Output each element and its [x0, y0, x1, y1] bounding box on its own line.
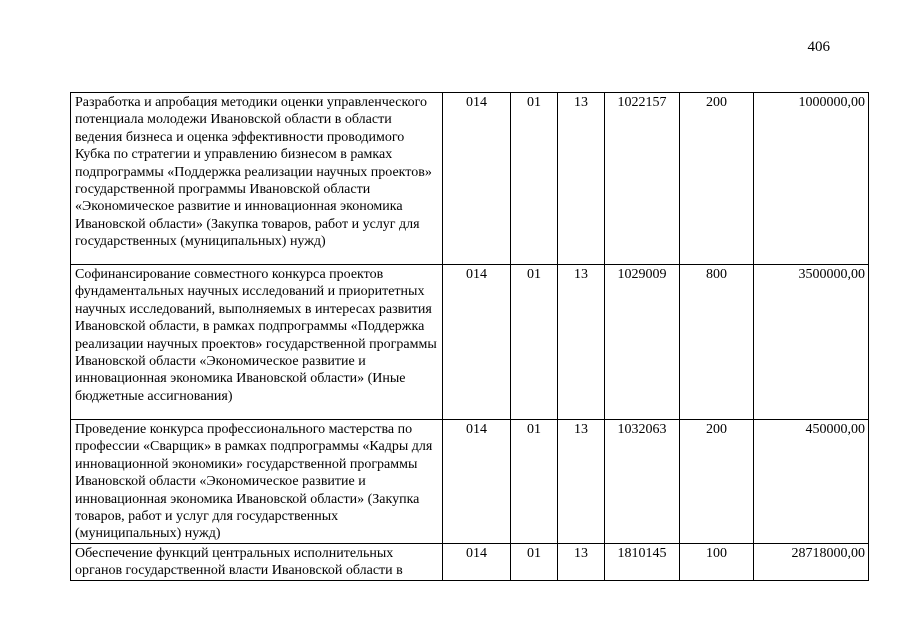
row-section-code: 01: [511, 543, 558, 580]
row-grbs-code: 014: [443, 93, 511, 265]
row-subsection-code: 13: [558, 93, 605, 265]
row-section-code: 01: [511, 265, 558, 420]
row-grbs-code: 014: [443, 265, 511, 420]
row-subsection-code: 13: [558, 420, 605, 544]
table-row: [71, 265, 869, 420]
row-description: Обеспечение функций центральных исполнительных органов государственной власти Ивановской области в: [71, 543, 443, 580]
row-subsection-code: 13: [558, 543, 605, 580]
row-description: Софинансирование совместного конкурса проектов фундаментальных научных исследований и приоритетных научных исследований, выполняемых в интересах развития Ивановской области, в рамках подпрограммы «Поддержка реализации научных проектов» государственной программы Ивановской области «Экономическое развитие и инновационная экономика Ивановской области» (Иные бюджетные ассигнования): [71, 265, 443, 420]
table-row: [71, 420, 869, 544]
row-grbs-code: 014: [443, 543, 511, 580]
row-target-article: 1810145: [605, 543, 680, 580]
row-grbs-code: 014: [443, 420, 511, 544]
row-target-article: 1022157: [605, 93, 680, 265]
table-row: [71, 543, 869, 580]
row-description: Разработка и апробация методики оценки управленческого потенциала молодежи Ивановской области в области ведения бизнеса и оценка эффективности проводимого Кубка по стратегии и управлению бизнесом в рамках подпрограммы «Поддержка реализации научных проектов» государственной программы Ивановской области «Экономическое развитие и инновационная экономика Ивановской области» (Закупка товаров, работ и услуг для государственных (муниципальных) нужд): [71, 93, 443, 265]
row-amount: 28718000,00: [754, 543, 869, 580]
row-expense-type: 100: [680, 543, 754, 580]
row-target-article: 1032063: [605, 420, 680, 544]
row-amount: 3500000,00: [754, 265, 869, 420]
row-expense-type: 200: [680, 93, 754, 265]
row-amount: 450000,00: [754, 420, 869, 544]
row-subsection-code: 13: [558, 265, 605, 420]
row-description: Проведение конкурса профессионального мастерства по профессии «Сварщик» в рамках подпрограммы «Кадры для инновационной экономики» государственной программы Ивановской области «Экономическое развитие и инновационная экономика Ивановской области» (Закупка товаров, работ и услуг для государственных (муниципальных) нужд): [71, 420, 443, 544]
row-section-code: 01: [511, 420, 558, 544]
row-expense-type: 200: [680, 420, 754, 544]
budget-table: [70, 92, 869, 581]
row-expense-type: 800: [680, 265, 754, 420]
row-target-article: 1029009: [605, 265, 680, 420]
table-row: [71, 93, 869, 265]
row-section-code: 01: [511, 93, 558, 265]
page-number: 406: [807, 39, 830, 55]
row-amount: 1000000,00: [754, 93, 869, 265]
